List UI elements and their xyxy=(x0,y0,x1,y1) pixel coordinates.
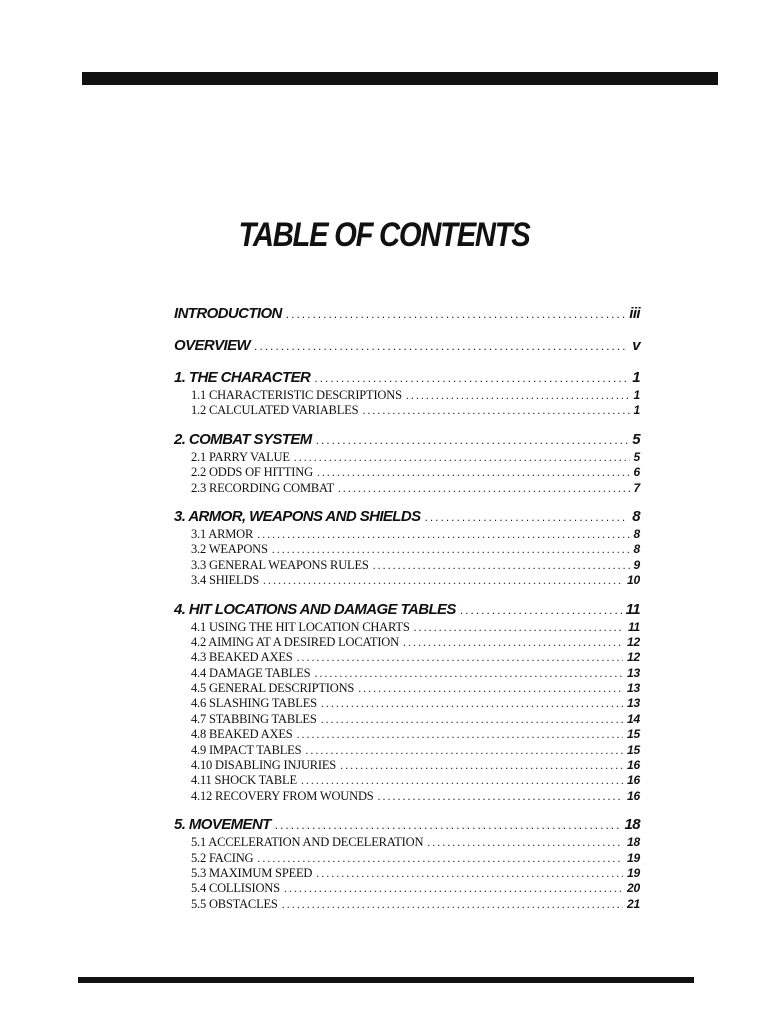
toc-entry-label: 4.7 STABBING TABLES xyxy=(191,711,317,726)
toc-entry-label: 4.9 IMPACT TABLES xyxy=(191,742,302,757)
dot-leader xyxy=(321,696,623,711)
toc-entry-label: 4.4 DAMAGE TABLES xyxy=(191,665,311,680)
toc-chapter[interactable] xyxy=(174,508,640,527)
toc-section[interactable] xyxy=(174,773,640,788)
toc-section[interactable] xyxy=(174,558,640,573)
toc-entry-label: 2.2 ODDS OF HITTING xyxy=(191,465,313,480)
dot-leader xyxy=(425,510,629,524)
toc-entry-label: 2.3 RECORDING COMBAT xyxy=(191,480,334,495)
toc-entry-label: 3.2 WEAPONS xyxy=(191,542,268,557)
dot-leader xyxy=(317,465,630,480)
dot-leader xyxy=(314,666,623,681)
toc-entry-page: 5 xyxy=(633,449,640,464)
toc-entry-label: 2.1 PARRY VALUE xyxy=(191,449,290,464)
toc-section[interactable] xyxy=(174,527,640,542)
dot-leader xyxy=(362,403,629,418)
toc-entry-page: 15 xyxy=(627,742,640,757)
toc-entry-label: 5.5 OBSTACLES xyxy=(191,896,278,911)
dot-leader xyxy=(297,650,624,665)
toc-entry-label: 4. HIT LOCATIONS AND DAMAGE TABLES xyxy=(174,600,456,618)
toc-entry-page: iii xyxy=(629,305,640,322)
toc-entry-page: 20 xyxy=(627,881,640,896)
toc-section[interactable] xyxy=(174,542,640,557)
toc-section[interactable] xyxy=(174,851,640,866)
toc-entry-page: 15 xyxy=(627,727,640,742)
toc-section[interactable] xyxy=(174,758,640,773)
toc-entry-label: OVERVIEW xyxy=(174,337,251,354)
toc-section[interactable] xyxy=(174,573,640,588)
top-rule xyxy=(82,72,718,85)
dot-leader xyxy=(272,542,630,557)
toc-entry-page: 12 xyxy=(627,634,640,649)
dot-leader xyxy=(373,558,630,573)
dot-leader xyxy=(282,897,623,912)
toc-section[interactable] xyxy=(174,866,640,881)
toc-entry-page: 9 xyxy=(633,557,640,572)
toc-entry-page: 18 xyxy=(624,816,640,834)
toc-entry-label: 4.3 BEAKED AXES xyxy=(191,650,293,665)
toc-section[interactable] xyxy=(174,727,640,742)
toc-section[interactable] xyxy=(174,620,640,635)
toc-entry-page: 6 xyxy=(633,465,640,480)
toc-entry-page: 8 xyxy=(633,526,640,541)
toc-chapter[interactable] xyxy=(174,601,640,620)
toc-section[interactable] xyxy=(174,789,640,804)
toc-entry-label: 1.2 CALCULATED VARIABLES xyxy=(191,403,359,418)
toc-entry-page: 19 xyxy=(627,865,640,880)
dot-leader xyxy=(340,758,623,773)
dot-leader xyxy=(305,743,623,758)
toc-entry-page: 14 xyxy=(627,711,640,726)
dot-leader xyxy=(358,681,623,696)
toc-section[interactable] xyxy=(174,743,640,758)
dot-leader xyxy=(284,881,623,896)
toc-entry-label: 3.4 SHIELDS xyxy=(191,573,259,588)
toc-chapter[interactable] xyxy=(174,816,640,835)
toc-entry-label: 4.12 RECOVERY FROM WOUNDS xyxy=(191,788,374,803)
toc-section[interactable] xyxy=(174,696,640,711)
toc-entry-label: 4.5 GENERAL DESCRIPTIONS xyxy=(191,681,355,696)
toc-entry-label: 4.6 SLASHING TABLES xyxy=(191,696,317,711)
toc-entry-label: 4.8 BEAKED AXES xyxy=(191,727,293,742)
toc-entry-page: 8 xyxy=(632,507,640,525)
chapter-list xyxy=(174,369,640,912)
toc-entry-page: 7 xyxy=(633,480,640,495)
dot-leader xyxy=(414,620,624,635)
toc-entry-page: 11 xyxy=(625,600,640,618)
toc-section[interactable] xyxy=(174,481,640,496)
toc-entry-page: 13 xyxy=(627,665,640,680)
toc-entry-page: 13 xyxy=(627,681,640,696)
dot-leader xyxy=(254,339,628,353)
toc-section[interactable] xyxy=(174,681,640,696)
bottom-rule xyxy=(78,977,694,983)
dot-leader xyxy=(275,818,621,832)
toc-entry-page: 5 xyxy=(632,430,640,448)
dot-leader xyxy=(257,527,629,542)
dot-leader xyxy=(321,712,623,727)
page-title: TABLE OF CONTENTS xyxy=(238,216,530,254)
toc-entry-page: v xyxy=(632,337,640,354)
table-of-contents xyxy=(174,305,640,912)
toc-entry-label: 4.2 AIMING AT A DESIRED LOCATION xyxy=(191,634,399,649)
toc-entry-label: 2. COMBAT SYSTEM xyxy=(174,430,312,448)
toc-section[interactable] xyxy=(174,712,640,727)
dot-leader xyxy=(460,603,622,617)
dot-leader xyxy=(403,635,623,650)
toc-entry-label: 5. MOVEMENT xyxy=(174,816,271,834)
dot-leader xyxy=(427,835,623,850)
toc-entry-page: 1 xyxy=(633,403,640,418)
dot-leader xyxy=(297,727,624,742)
toc-entry-page: 13 xyxy=(627,696,640,711)
toc-entry-page: 11 xyxy=(627,619,640,634)
toc-entry-label: 1. THE CHARACTER xyxy=(174,369,311,386)
toc-entry-label: 1.1 CHARACTERISTIC DESCRIPTIONS xyxy=(191,388,402,402)
toc-section[interactable] xyxy=(174,897,640,912)
toc-entry-page: 12 xyxy=(627,650,640,665)
toc-entry-page: 16 xyxy=(627,758,640,773)
toc-entry-label: INTRODUCTION xyxy=(174,305,282,322)
toc-section[interactable] xyxy=(174,881,640,896)
toc-section[interactable] xyxy=(174,666,640,681)
toc-entry-page: 1 xyxy=(632,369,640,386)
toc-entry-page: 16 xyxy=(627,773,640,788)
toc-entry-page: 10 xyxy=(627,573,640,588)
toc-section[interactable] xyxy=(174,450,640,465)
toc-chapter[interactable] xyxy=(174,431,640,450)
toc-entry-label: 5.3 MAXIMUM SPEED xyxy=(191,865,313,880)
toc-entry-label: 5.4 COLLISIONS xyxy=(191,881,280,896)
toc-section[interactable] xyxy=(174,388,640,403)
toc-entry-label: 4.10 DISABLING INJURIES xyxy=(191,758,337,773)
toc-section[interactable] xyxy=(174,650,640,665)
toc-entry-page: 21 xyxy=(627,896,640,911)
toc-chapter[interactable] xyxy=(174,369,640,388)
toc-entry-label: 5.2 FACING xyxy=(191,850,254,865)
toc-entry-introduction[interactable] xyxy=(174,305,640,327)
dot-leader xyxy=(301,773,623,788)
dot-leader xyxy=(316,866,623,881)
dot-leader xyxy=(294,450,630,465)
toc-entry-page: 18 xyxy=(627,835,640,850)
toc-entry-page: 8 xyxy=(633,542,640,557)
toc-entry-page: 1 xyxy=(633,388,640,402)
toc-entry-label: 4.1 USING THE HIT LOCATION CHARTS xyxy=(191,619,410,634)
toc-section[interactable] xyxy=(174,635,640,650)
dot-leader xyxy=(406,388,630,403)
toc-section[interactable] xyxy=(174,465,640,480)
toc-entry-label: 5.1 ACCELERATION AND DECELERATION xyxy=(191,835,424,850)
toc-section[interactable] xyxy=(174,403,640,418)
dot-leader xyxy=(378,789,624,804)
dot-leader xyxy=(263,573,623,588)
dot-leader xyxy=(286,307,626,321)
toc-entry-label: 3. ARMOR, WEAPONS AND SHIELDS xyxy=(174,507,421,525)
toc-entry-page: 16 xyxy=(627,788,640,803)
dot-leader xyxy=(314,371,628,385)
dot-leader xyxy=(316,433,629,447)
toc-entry-label: 3.3 GENERAL WEAPONS RULES xyxy=(191,557,369,572)
dot-leader xyxy=(338,481,630,496)
toc-entry-overview[interactable] xyxy=(174,337,640,359)
toc-entry-label: 4.11 SHOCK TABLE xyxy=(191,773,297,788)
dot-leader xyxy=(257,851,623,866)
toc-section[interactable] xyxy=(174,835,640,850)
toc-entry-page: 19 xyxy=(627,850,640,865)
toc-entry-label: 3.1 ARMOR xyxy=(191,526,254,541)
